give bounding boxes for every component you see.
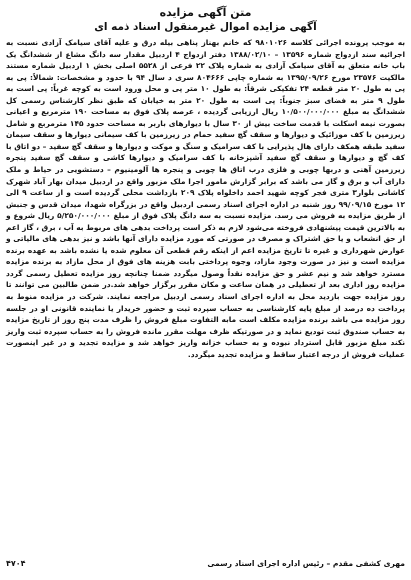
reference-number: ۴۷۰۴ [6,559,26,568]
notice-title: متن آگهی مزایده [159,6,252,19]
notice-footer [6,558,405,570]
notice-subtitle: آگهی مزایده اموال غیرمنقول اسناد ذمه ای [94,21,317,33]
signature: مهری کشفی مقدم – رئیس اداره اجرای اسناد رسمی [207,559,405,568]
notice-body: به موجب پرونده اجرائی کلاسه ۹۸۰۱۰۲۶ که خانم بهناز پناهی بیله درق و علیه آقای سیامک آزادی نسبت به اجرائیه سند ازدواج شماره ۱۳۵۹۶ – ۱۳۸۸/۰۲/۱۰ دفتر ازدواج ۴ اردبیل مقدار سه دانگ مشاع از ششدانگ یک باب خانه متعلق به آقای سیامک آزادی به شماره پلاک ۲۲ فرعی از ۵۵۲۸ اصلی بخش ۱ اردبیل شماره مستند مالکیت ۲۳۵۷۶ مورخ ۱۳۹۵/۰۹/۲۶ به شماره چاپی ۸۰۴۶۶۶ سری د سال ۹۴ با حدود و مشخصات: شمالاً: پی به پی به طول ۲۰ متر قطعه ۲۴ تفکیکی شرقاً: به طول ۱۰ متر پی و محل ورود است به کوچه غرباً: پی است به طول ۹ متر به فضای سبز جنوباً: پی است به طول ۲۰ متر به خیابان که طبق نظر کارشناس رسمی کل ششدانگ به مبلغ ۱۰/۵۰۰/۰۰۰/۰۰۰ ریال ارزیابی گردیده ، عرصه پلاک فوق به مساحت ۱۹۰ مترمربع و اعیانی بصورت نیمه اسکلت با قدمت ساخت بیش از ۳۰ سال با دیوارهای باربر به مساحت حدود ۱۴۵ مترمربع و شامل زیرزمین با کف موزائیک و دیوارها و سقف گچ سفید حمام در زیرزمین با کف سیمانی دیوارها و سقف سیمان سفید طبقه همکف دارای هال پذیرایی با کف سرامیک و سنگ و موکت و دیوارها و سقف گچ سفید – دو اتاق با کف گچ و دیوارها و سقف گچ سفید آشپزخانه با کف سرامیک و دیوارها کاشی و سقف گچ سفید پنجره زیرزمین آهنی و دربها چوبی و فلزی درب اتاق ها چوبی و پنجره ها آلومینیوم – دستشویی در حیاط و ملک دارای آب و برق و گاز می باشد که برابر گزارش مامور اجرا ملک مزبور واقع در اردبیل میدان بهار آباد شهرک کاشانی بلوار۳ متری فجر کوچه شهید احمد داخلواه پلاک ۲۰۹ بازداشت محلی گردیده است و از ساعت ۹ الی ۱۲ مورخ ۹۹/۰۹/۱۵ روز شنبه در اداره اجرای اسناد رسمی اردبیل واقع در بزرگراه شهدا، میدان قدس و جنبش از طریق مزایده به فروش می رسد. مزایده نسبت به سه دانگ پلاک فوق از مبلغ ۵/۲۵۰/۰۰۰/۰۰۰ ریال شروع و به بالاترین قیمت پیشنهادی فروخته می‌شود لازم به ذکر است پرداخت بدهی های مربوط به آب ، برق ، گاز اعم از حق انشعاب و یا حق اشتراک و مصرف در صورتی که مورد مزایده دارای آنها باشد و نیز بدهی های مالیاتی و عوارض شهرداری و غیره تا تاریخ مزایده اعم از اینکه رقم قطعی آن معلوم شده یا نشده باشد به عهده برنده مزایده است و نیز در صورت وجود مازاد، وجوه پرداختی بابت هزینه های فوق از محل مازاد به برنده مزایده مسترد خواهد شد و نیم عشر و حق مزایده نقداً وصول میگردد ضمنا چنانچه روز مزایده تعطیل رسمی گردد مزایده روز اداری بعد از تعطیلی در همان ساعت و مکان مقرر برگزار خواهد شد.در ضمن طالبین می توانند تا روز مزایده جهت بازدید محل به اداره اجرای اسناد رسمی اردبیل مراجعه نمایند. شرکت در مزایده منوط به پرداخت ده درصد از مبلغ پایه کارشناسی به حساب سپرده ثبت و حضور خریدار یا نماینده قانونی او در جلسه روز مزایده می باشد برنده مزایده مکلف است مابه التفاوت مبلغ فروش را ظرف مدت پنج روز از تاریخ مزایده به حساب صندوق ثبت تودیع نماید و در صورتیکه ظرف مهلت مقرر مانده فروش را به حساب سپرده ثبت واریز نکند مبلغ مزبور قابل استرداد نبوده و به حساب خزانه واریز خواهد شد و مزایده تجدید و در غیر اینصورت عملیات فروش از درجه اعتبار ساقط و مزایده تجدید میگردد. [6,38,406,359]
auction-notice [4,4,407,572]
